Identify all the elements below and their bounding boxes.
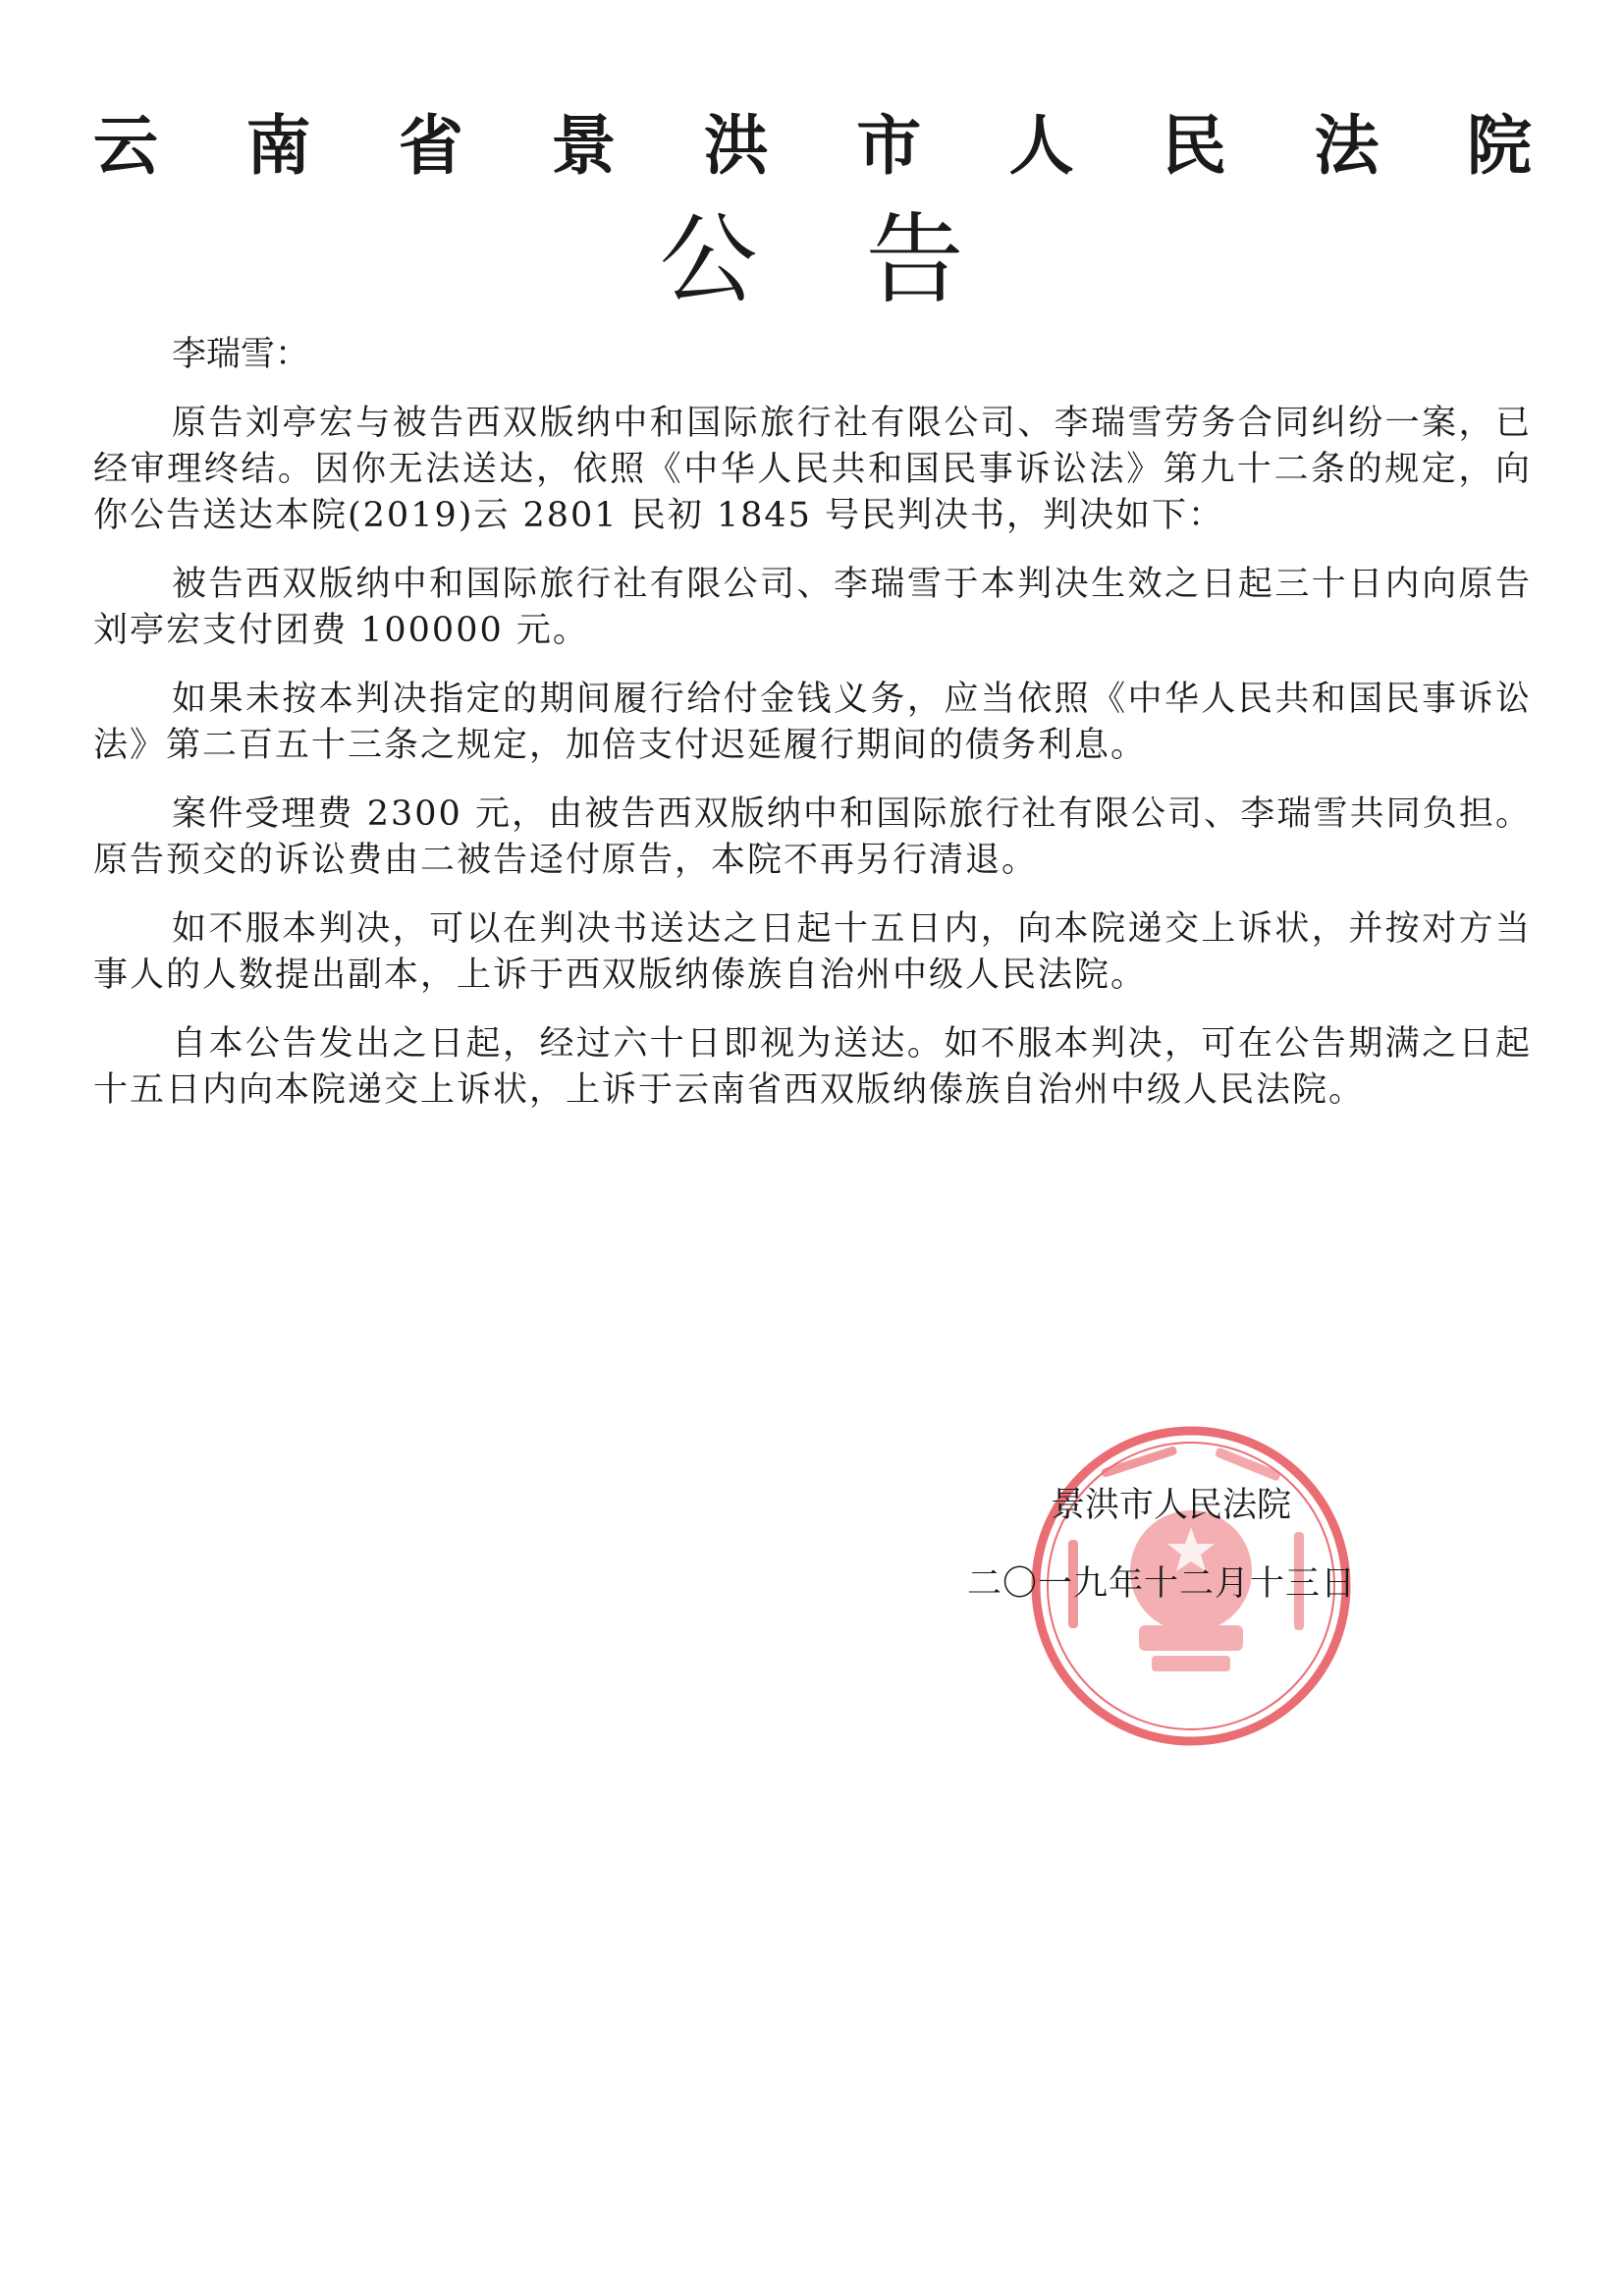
paragraph-case-summary: 原告刘亭宏与被告西双版纳中和国际旅行社有限公司、李瑞雪劳务合同纠纷一案，已经审理终结。因你无法送达，依照《中华人民共和国民事诉讼法》第九十二条的规定，向你公告送达本院(2019)云 2801 民初 1845 号民判决书，判决如下： bbox=[93, 404, 1532, 535]
court-name-char: 省 bbox=[398, 107, 463, 184]
addressee: 李瑞雪： bbox=[172, 335, 310, 374]
document-title: 公告 bbox=[659, 202, 1072, 317]
signature-date: 二〇一九年十二月十三日 bbox=[967, 1564, 1357, 1604]
paragraph-service: 自本公告发出之日起，经过六十日即视为送达。如不服本判决，可在公告期满之日起十五日内向本院递交上诉状，上诉于云南省西双版纳傣族自治州中级人民法院。 bbox=[93, 1024, 1532, 1110]
court-name-char: 院 bbox=[1466, 107, 1532, 184]
court-name-char: 法 bbox=[1314, 107, 1380, 184]
court-name-char: 云 bbox=[93, 107, 158, 184]
court-name-char: 民 bbox=[1162, 107, 1227, 184]
signature-court: 景洪市人民法院 bbox=[1051, 1486, 1292, 1525]
paragraph-interest: 如果未按本判决指定的期间履行给付金钱义务，应当依照《中华人民共和国民事诉讼法》第二百五十三条之规定，加倍支付迟延履行期间的债务利息。 bbox=[93, 680, 1532, 765]
court-name-char: 人 bbox=[1008, 107, 1074, 184]
court-name-heading bbox=[93, 106, 1532, 185]
signature-block bbox=[967, 1483, 1429, 1608]
paragraph-judgment: 被告西双版纳中和国际旅行社有限公司、李瑞雪于本判决生效之日起三十日内向原告刘亭宏支付团费 100000 元。 bbox=[93, 565, 1532, 650]
court-name-char: 洪 bbox=[703, 107, 769, 184]
paragraph-appeal: 如不服本判决，可以在判决书送达之日起十五日内，向本院递交上诉状，并按对方当事人的人数提出副本，上诉于西双版纳傣族自治州中级人民法院。 bbox=[93, 909, 1532, 995]
court-name-char: 市 bbox=[856, 107, 922, 184]
court-name-char: 景 bbox=[551, 107, 617, 184]
paragraph-fees: 案件受理费 2300 元，由被告西双版纳中和国际旅行社有限公司、李瑞雪共同负担。原告预交的诉讼费由二被告迳付原告，本院不再另行清退。 bbox=[93, 794, 1532, 880]
court-name-char: 南 bbox=[245, 107, 311, 184]
notice-body bbox=[93, 332, 1532, 1136]
